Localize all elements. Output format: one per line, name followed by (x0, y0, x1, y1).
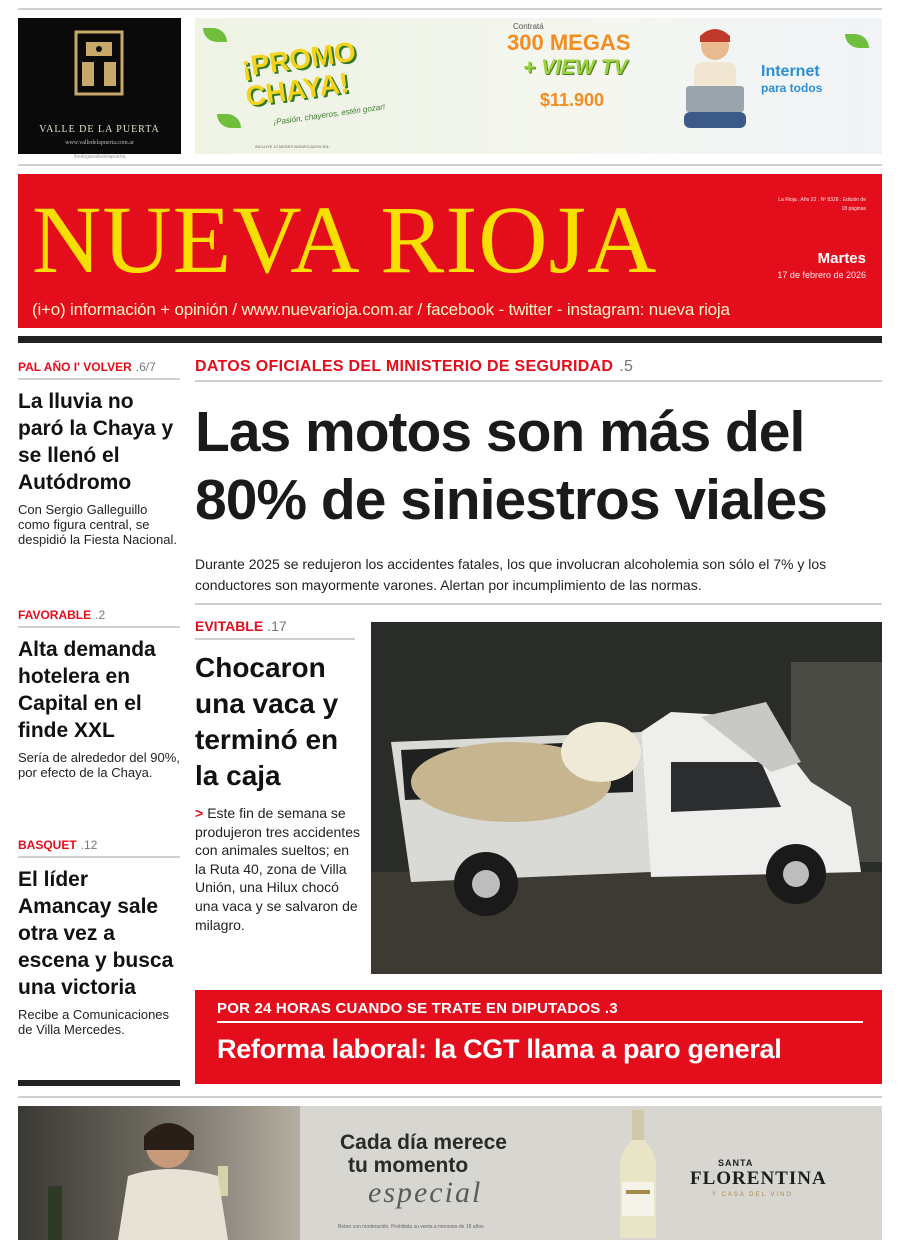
promo-price: $11.900 (540, 90, 605, 110)
promo-internet-title: Internet (761, 63, 820, 80)
main-headline[interactable]: Las motos son más del 80% de siniestros viales (195, 400, 827, 532)
side-story[interactable] (18, 600, 180, 830)
promo-megas: 300 MEGAS (507, 30, 631, 55)
photo-illustration (371, 622, 882, 974)
main-story-kicker: DATOS OFICIALES DEL MINISTERIO DE SEGURIDAD .5 (195, 352, 882, 382)
section-rule (18, 164, 882, 166)
story-kicker: BASQUET .12 (18, 830, 180, 858)
page-ref: .2 (95, 608, 106, 622)
promo-fine-print: INCLUYE 12 MESES BONIFICADOS EN: (255, 144, 330, 149)
masthead-rule (18, 336, 882, 343)
story-headline[interactable]: Alta demanda hotelera en Capital en el finde XXL (18, 638, 156, 742)
page-ref: .5 (619, 358, 634, 375)
page-ref: .12 (80, 838, 98, 852)
page-ref: .3 (604, 1000, 618, 1017)
leaf-decoration (845, 34, 869, 48)
main-story-rule (195, 603, 882, 605)
side-story[interactable] (18, 352, 180, 600)
cow-story-kicker: EVITABLE .17 (195, 616, 355, 640)
story-dek: Con Sergio Galleguillo como figura central, se despidió la Fiesta Nacional. (18, 502, 177, 547)
pickup-truck-cow-photo[interactable] (371, 622, 882, 974)
story-dek: Sería de alrededor del 90%, por efecto de la Chaya. (18, 750, 180, 780)
story-headline[interactable]: El líder Amancay sale otra vez a escena y busca una victoria (18, 868, 174, 999)
left-column (18, 352, 180, 1078)
wine-brand-main: FLORENTINA (690, 1168, 827, 1189)
wine-slogan-line2: tu momento (348, 1154, 469, 1177)
winery-social: /bodegavalledelapuerta (73, 154, 126, 160)
wine-bottle-icon (608, 1110, 668, 1240)
promo-subtitle: ¡Pasión, chayeros, estén gozar! (272, 102, 386, 127)
issue-date: 17 de febrero de 2026 (777, 270, 866, 280)
internet-promo-ad[interactable] (195, 18, 882, 154)
glyph-emblem-icon (68, 28, 130, 98)
promo-contrata: Contratá (513, 22, 544, 31)
masthead (18, 174, 882, 328)
story-kicker: FAVORABLE .2 (18, 600, 180, 628)
banner-kicker: POR 24 HORAS CUANDO SE TRATE EN DIPUTADOS .3 (217, 1000, 863, 1023)
winery-url: www.valledelapuerta.com.ar (65, 140, 134, 146)
promo-viewtv: + VIEW TV (523, 56, 628, 79)
story-kicker: PAL AÑO I' VOLVER .6/7 (18, 352, 180, 380)
wine-ad[interactable] (18, 1106, 882, 1240)
side-story[interactable] (18, 830, 180, 1078)
cow-story-dek: > Este fin de semana se produjeron tres accidentes con animales sueltos; en la Ruta 40, zona de Villa Unión, una Hilux chocó una vaca y se salvaron de milagro. (195, 805, 360, 933)
top-rule (18, 8, 882, 10)
winery-brand: VALLE DE LA PUERTA (39, 124, 160, 135)
woman-with-wine-photo (18, 1106, 300, 1240)
cow-story-headline[interactable]: Chocaron una vaca y terminó en la caja (195, 652, 339, 791)
wine-slogan-script: especial (368, 1176, 483, 1209)
banner-headline[interactable]: Reforma laboral: la CGT llama a paro general (217, 1034, 782, 1064)
wine-brand-sub: Y CASA DEL VINO (712, 1192, 794, 1198)
arrow-right-icon: > (195, 805, 204, 821)
woman-illustration (18, 1106, 300, 1240)
wine-slogan-line1: Cada día merece (340, 1131, 507, 1154)
wine-legal: Beber con moderación. Prohibida su venta a menores de 18 años. (338, 1224, 486, 1230)
left-column-rule (18, 1080, 180, 1086)
bottom-news-banner[interactable] (195, 990, 882, 1084)
promo-badge (233, 32, 393, 127)
wine-brand-top: SANTA (718, 1158, 754, 1168)
issue-day: Martes (817, 250, 866, 267)
page-ref: .6/7 (135, 360, 156, 374)
newspaper-name: NUEVA RIOJA (32, 186, 658, 293)
promo-title: ¡PROMO CHAYA! (239, 35, 358, 113)
promo-internet (761, 64, 822, 96)
person-with-laptop-illustration (680, 24, 750, 134)
story-dek: Recibe a Comunicaciones de Villa Mercedes. (18, 1007, 170, 1037)
edition-info: La Rioja . Año 22 . Nº 8328 . Edición de 18 páginas (778, 197, 866, 212)
leaf-decoration (203, 28, 227, 42)
winery-ad[interactable] (18, 18, 181, 160)
promo-internet-sub: para todos (761, 81, 823, 95)
masthead-tagline: (i+o) información + opinión / www.nuevarioja.com.ar / facebook - twitter - instagram: nueva rioja (32, 300, 730, 319)
section-rule (18, 1096, 882, 1098)
story-headline[interactable]: La lluvia no paró la Chaya y se llenó el Autódromo (18, 390, 174, 494)
page-ref: .17 (267, 618, 287, 634)
main-dek: Durante 2025 se redujeron los accidentes fatales, los que involucran alcoholemia son sólo el 7% y los conductores son mayormente varones. Alertan por incumplimiento de las normas. (195, 556, 827, 593)
